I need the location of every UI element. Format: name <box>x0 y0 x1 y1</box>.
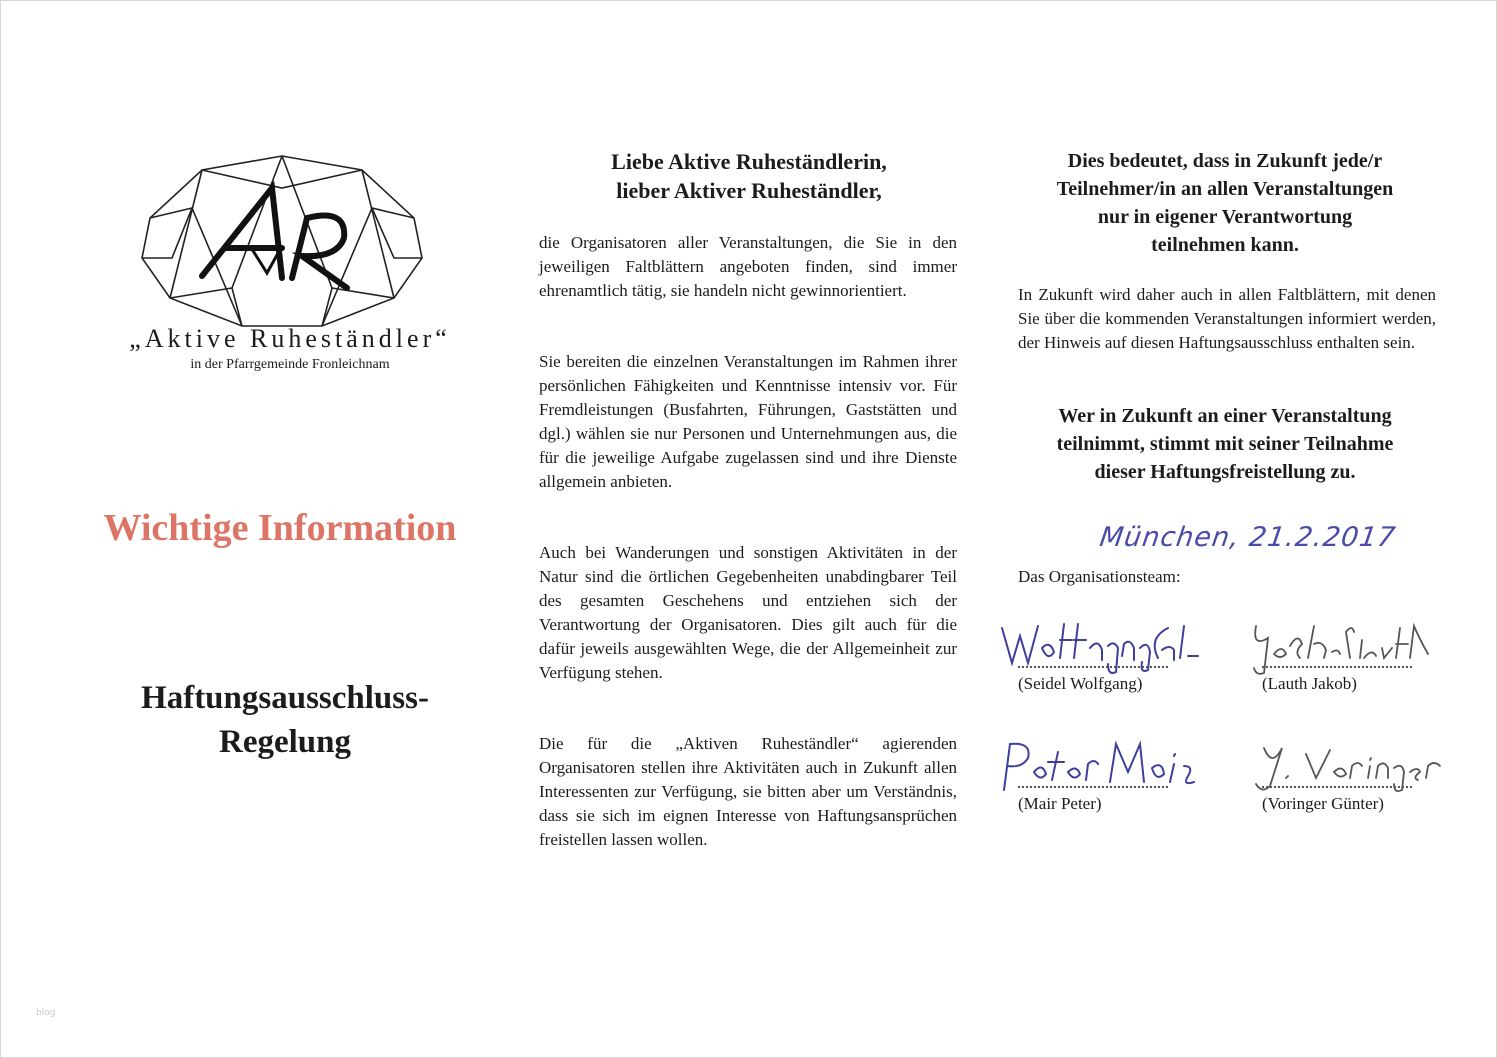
signer-name-lauth: (Lauth Jakob) <box>1262 674 1357 693</box>
signature-voringer <box>1242 738 1462 798</box>
liability-title <box>60 676 510 764</box>
greeting-line1: Liebe Aktive Ruheständlerin, <box>611 149 887 174</box>
org-name: „Aktive Ruheständler“ <box>129 324 451 353</box>
signature-seidel <box>998 618 1218 678</box>
handwritten-place-date: München, 21.2.2017 <box>1097 522 1398 553</box>
consent-statement <box>1005 402 1445 486</box>
consent-line1: Wer in Zukunft an einer Veranstaltung <box>1058 405 1392 427</box>
signature-line <box>1262 786 1412 788</box>
statement-line1: Dies bedeutet, dass in Zukunft jede/r <box>1067 150 1383 172</box>
greeting-line2: lieber Aktiver Ruheständler, <box>616 178 882 203</box>
team-label: Das Organisationsteam: <box>1018 567 1181 586</box>
paragraph-volunteer: die Organisatoren aller Veranstaltungen, die Sie in den jeweiligen Faltblättern angeboten finden, sind immer ehrenamtlich tätig, sie handeln nicht gewinnorientiert. <box>539 233 957 300</box>
paragraph-request: Die für die „Aktiven Ruheständler“ agierenden Organisatoren stellen ihre Aktivitäten auch in Zukunft allen Interessenten zur Verfügung, sie bitten aber um Verständnis, dass sie sich im eignen Interesse von Haftungsansprüchen freistellen lassen wollen. <box>539 734 957 849</box>
paragraph-preparation: Sie bereiten die einzelnen Veranstaltungen im Rahmen ihrer persönlichen Fähigkeiten und Kenntnisse intensiv vor. Für Fremdleistungen (Busfahrten, Führungen, Gaststätten und dgl.) wählen sie nur Personen und Unternehmungen aus, die für die jeweilige Aufgabe zugelassen sind und ihre Dienste allgemein anbieten. <box>539 352 957 491</box>
org-subtitle: in der Pfarrgemeinde Fronleichnam <box>190 357 390 372</box>
signature-block-mair <box>1018 740 1218 830</box>
signature-line <box>1262 666 1412 668</box>
greeting <box>540 147 958 205</box>
paragraph-notice: In Zukunft wird daher auch in allen Faltblättern, mit denen Sie über die kommenden Veranstaltungen informiert werden, der Hinweis auf diesen Haftungsausschluss enthalten sein. <box>1018 285 1436 352</box>
important-heading: Wichtige Information <box>103 507 457 549</box>
statement-line4: teilnehmen kann. <box>1151 234 1299 256</box>
signature-mair <box>998 738 1218 798</box>
signature-block-voringer <box>1262 740 1462 830</box>
consent-line2: teilnimmt, stimmt mit seiner Teilnahme <box>1056 433 1394 455</box>
signer-name-mair: (Mair Peter) <box>1018 794 1102 813</box>
signature-block-seidel <box>1018 620 1218 710</box>
statement-line2: Teilnehmer/in an allen Veranstaltungen <box>1056 178 1394 200</box>
signature-line <box>1018 666 1168 668</box>
aktive-ruhestaendler-logo <box>132 148 432 333</box>
responsibility-statement <box>1005 147 1445 259</box>
watermark: blog <box>36 1008 56 1018</box>
paragraph-nature: Auch bei Wanderungen und sonstigen Aktivitäten in der Natur sind die örtlichen Gegebenheiten unabdingbarer Teil des gesamten Geschehens und entziehen sich der Verantwortung der Organisatoren. Dies gilt auch für die dafür jeweils ausgewählten Wege, die der Allgemeinheit zur Verfügung stehen. <box>539 543 957 682</box>
signer-name-voringer: (Voringer Günter) <box>1262 794 1384 813</box>
liability-title-line1: Haftungsausschluss- <box>141 680 429 716</box>
signature-block-lauth <box>1262 620 1462 710</box>
signer-name-seidel: (Seidel Wolfgang) <box>1018 674 1143 693</box>
statement-line3: nur in eigener Verantwortung <box>1097 206 1353 228</box>
signature-line <box>1018 786 1168 788</box>
liability-title-line2: Regelung <box>219 724 351 760</box>
signature-lauth <box>1242 618 1462 678</box>
consent-line3: dieser Haftungsfreistellung zu. <box>1094 461 1356 483</box>
